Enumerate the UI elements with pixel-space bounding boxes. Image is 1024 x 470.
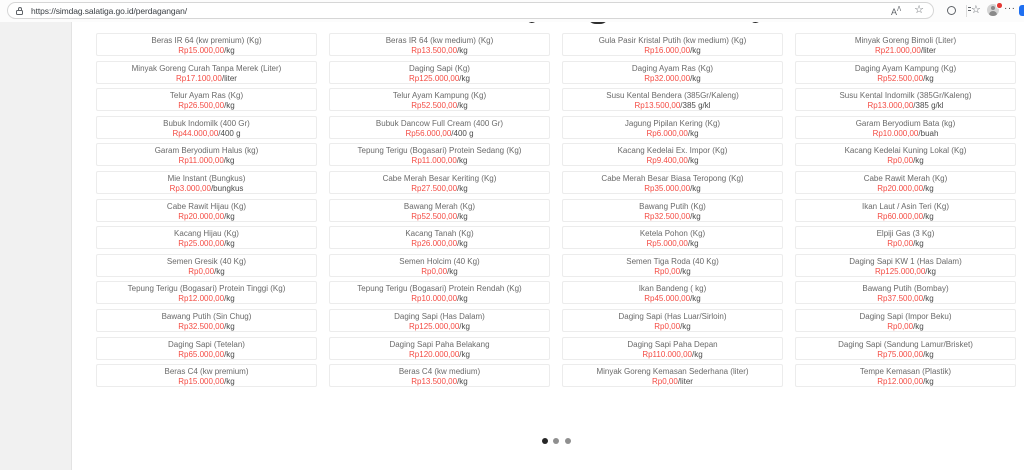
price-value: Rp6.000,00 [646,128,688,138]
commodity-card [96,199,317,222]
price-unit: /kg [690,294,701,304]
commodity-card [329,171,550,194]
price-value: Rp0,00 [887,321,914,331]
commodity-name: Daging Sapi KW 1 (Has Dalam) [849,256,962,266]
commodity-price [563,322,782,331]
price-unit: /kg [690,183,701,193]
commodity-card [562,88,783,111]
commodity-name: Tepung Terigu (Bogasari) Protein Sedang (Kg) [357,146,522,156]
price-unit: /385 g/kl [680,101,711,111]
commodity-price [563,294,782,303]
price-value: Rp35.000,00 [644,183,691,193]
price-unit: /kg [224,294,235,304]
price-value: Rp13.500,00 [411,46,458,55]
commodity-price [330,294,549,303]
commodity-card [562,226,783,249]
commodity-price [563,239,782,248]
toolbar-divider [966,5,967,17]
commodity-price [563,129,782,138]
commodity-price [796,322,1015,331]
price-unit: /kg [457,239,468,249]
commodity-card [329,33,550,56]
commodity-price [330,129,549,138]
price-unit: /385 g/kl [913,101,944,111]
price-unit: /kg [224,46,235,55]
commodity-price [796,46,1015,55]
commodity-name: Kacang Kedelai Kuning Lokal (Kg) [844,146,967,156]
commodity-name: Bawang Putih (Bombay) [862,284,949,294]
commodity-name: Minyak Goreng Kemasan Sederhana (liter) [596,367,749,377]
price-unit: /400 g [451,128,474,138]
price-unit: /kg [214,266,225,276]
commodity-name: Daging Sapi (Tetelan) [168,339,245,349]
price-unit: /kg [224,101,235,111]
price-value: Rp32.000,00 [644,73,691,83]
commodity-card [795,254,1016,277]
commodity-card [562,281,783,304]
commodity-card [795,33,1016,56]
commodity-price [796,156,1015,165]
commodity-card [329,337,550,360]
price-value: Rp16.000,00 [644,46,691,55]
commodity-card [329,254,550,277]
price-value: Rp44.000,00 [172,128,219,138]
commodity-card [795,61,1016,84]
price-unit: /kg [224,321,235,331]
commodity-price [796,74,1015,83]
price-value: Rp60.000,00 [877,211,924,221]
commodity-name: Susu Kental Bendera (385Gr/Kaleng) [606,91,739,101]
price-value: Rp125.000,00 [875,266,926,276]
commodity-price [796,101,1015,110]
commodity-price [563,184,782,193]
commodity-card [795,88,1016,111]
price-value: Rp0,00 [654,266,681,276]
commodity-name: Gula Pasir Kristal Putih (kw medium) (Kg) [598,36,747,45]
notification-dot [996,2,1003,9]
extension-icon[interactable] [947,6,956,15]
price-unit: /kg [692,349,703,359]
price-value: Rp21.000,00 [875,46,921,55]
commodity-name: Minyak Goreng Bimoli (Liter) [854,36,957,45]
commodity-price [330,74,549,83]
commodity-name: Tepung Terigu (Bogasari) Protein Rendah (Kg) [357,284,522,294]
commodity-card [96,337,317,360]
price-unit: /kg [224,211,235,221]
commodity-card [96,309,317,332]
commodity-name: Semen Holcim (40 Kg) [399,256,480,266]
settings-menu-icon[interactable]: ··· [1004,3,1016,14]
commodity-card [562,116,783,139]
price-unit: /kg [457,211,468,221]
price-value: Rp32.500,00 [178,321,225,331]
commodity-card [329,364,550,387]
price-value: Rp52.500,00 [877,73,924,83]
price-value: Rp13.000,00 [867,101,914,111]
price-value: Rp5.000,00 [646,239,688,249]
commodity-name: Kacang Kedelai Ex. Impor (Kg) [617,146,728,156]
price-unit: /kg [680,321,691,331]
commodity-name: Tepung Terigu (Bogasari) Protein Tinggi (Kg) [127,284,286,294]
commodity-price [330,156,549,165]
commodity-name: Jagung Pipilan Kering (Kg) [624,118,721,128]
commodity-price [97,322,316,331]
commodity-name: Garam Beryodium Bata (kg) [855,118,956,128]
commodity-name: Tempe Kemasan (Plastik) [859,367,952,377]
commodity-price [563,267,782,276]
price-unit: /kg [680,266,691,276]
browser-toolbar [0,0,1024,22]
commodity-card [96,254,317,277]
price-unit: /kg [456,156,468,166]
commodity-card [562,143,783,166]
price-value: Rp26.500,00 [178,101,225,111]
commodity-price [563,46,782,55]
commodity-name: Ikan Bandeng ( kg) [638,284,707,294]
price-value: Rp13.500,00 [411,377,458,387]
commodity-card [795,143,1016,166]
left-gutter-panel [0,22,72,470]
price-unit: /kg [913,239,924,249]
commodity-card [96,171,317,194]
price-value: Rp9.400,00 [646,156,688,166]
commodity-name: Elpiji Gas (3 Kg) [876,229,935,239]
commodity-name: Minyak Goreng Curah Tanpa Merek (Liter) [131,63,282,73]
commodity-price [330,377,549,386]
commodity-price [796,350,1015,359]
price-value: Rp52.500,00 [411,101,458,111]
price-value: Rp120.000,00 [409,349,460,359]
price-value: Rp125.000,00 [409,321,460,331]
price-value: Rp10.000,00 [411,294,458,304]
price-value: Rp15.000,00 [178,46,225,55]
price-value: Rp0,00 [421,266,448,276]
commodity-card [562,309,783,332]
commodity-card [562,254,783,277]
commodity-card [329,281,550,304]
commodity-card [795,337,1016,360]
commodity-card [329,116,550,139]
price-unit: /liter [677,377,693,387]
commodity-price [97,184,316,193]
price-unit: /kg [923,73,934,83]
price-value: Rp0,00 [654,321,681,331]
commodity-price [563,350,782,359]
price-value: Rp15.000,00 [178,377,225,387]
commodity-price [97,129,316,138]
commodity-card [562,33,783,56]
commodity-name: Garam Beryodium Halus (kg) [154,146,259,156]
commodity-name: Bubuk Indomilk (400 Gr) [163,118,250,128]
price-unit: /kg [913,156,924,166]
commodity-name: Susu Kental Indomilk (385Gr/Kaleng) [839,91,972,101]
price-value: Rp27.500,00 [411,183,458,193]
commodity-price [796,377,1015,386]
commodity-card [795,171,1016,194]
commodity-name: Daging Ayam Kampung (Kg) [854,63,957,73]
commodity-card [562,171,783,194]
commodity-price [330,239,549,248]
commodity-price [563,74,782,83]
commodity-price [796,184,1015,193]
commodity-price [330,267,549,276]
price-unit: /kg [457,377,468,387]
commodity-card [795,309,1016,332]
commodity-card [795,116,1016,139]
commodity-card [96,88,317,111]
commodity-name: Telur Ayam Ras (Kg) [169,91,244,101]
price-value: Rp3.000,00 [169,183,211,193]
price-value: Rp0,00 [887,156,914,166]
price-value: Rp12.000,00 [178,294,225,304]
commodity-price [97,74,316,83]
commodity-card [329,88,550,111]
commodity-name: Beras IR 64 (kw premium) (Kg) [151,36,262,45]
commodity-card [329,309,550,332]
price-unit: /kg [457,294,468,304]
commodity-price [97,101,316,110]
price-value: Rp52.500,00 [411,211,458,221]
price-value: Rp37.500,00 [877,294,924,304]
price-unit: /kg [687,156,699,166]
commodity-name: Beras C4 (kw premium) [164,367,249,377]
price-value: Rp56.000,00 [405,128,452,138]
commodity-name: Daging Sapi (Impor Beku) [859,311,952,321]
commodity-card [329,61,550,84]
commodity-price [796,294,1015,303]
commodity-card [96,116,317,139]
price-value: Rp17.100,00 [176,73,222,83]
price-value: Rp125.000,00 [409,73,460,83]
commodity-price [330,101,549,110]
price-unit: /kg [923,183,934,193]
commodity-card [96,61,317,84]
commodity-price [563,101,782,110]
price-value: Rp26.000,00 [411,239,458,249]
commodity-price [97,294,316,303]
commodity-name: Semen Gresik (40 Kg) [166,256,247,266]
price-unit: /kg [457,183,468,193]
commodity-card [329,143,550,166]
commodity-name: Semen Tiga Roda (40 Kg) [626,256,719,266]
commodity-price [97,377,316,386]
commodity-name: Bawang Putih (Kg) [639,201,706,211]
price-unit: /bungkus [210,183,244,193]
commodity-price [330,46,549,55]
commodity-price [97,267,316,276]
price-unit: /kg [687,239,699,249]
commodity-price [563,156,782,165]
price-unit: /liter [920,46,936,55]
commodity-price [330,350,549,359]
commodity-price [796,129,1015,138]
site-info-lock-icon[interactable] [15,6,24,16]
price-value: Rp25.000,00 [178,239,225,249]
commodity-price [796,212,1015,221]
price-unit: /kg [223,156,235,166]
price-unit: /kg [447,266,458,276]
commodity-price [97,156,316,165]
price-unit: /kg [923,294,934,304]
commodity-name: Cabe Merah Besar Biasa Teropong (Kg) [601,173,744,183]
price-unit: /kg [690,46,701,55]
price-value: Rp12.000,00 [877,377,924,387]
price-unit: /buah [918,128,939,138]
price-unit: /kg [457,101,468,111]
commodity-name: Mie Instant (Bungkus) [167,173,246,183]
commodity-name: Bubuk Dancow Full Cream (400 Gr) [375,118,504,128]
commodity-name: Daging Ayam Ras (Kg) [631,63,714,73]
commodity-card [795,364,1016,387]
commodity-card [562,364,783,387]
commodity-name: Ikan Laut / Asin Teri (Kg) [861,201,949,211]
price-unit: /kg [459,321,470,331]
commodity-name: Ketela Pohon (Kg) [639,229,706,239]
commodity-name: Cabe Rawit Hijau (Kg) [166,201,247,211]
commodity-card [562,61,783,84]
commodity-card [795,226,1016,249]
price-value: Rp110.000,00 [642,349,692,359]
commodity-name: Kacang Hijau (Kg) [174,229,239,239]
price-value: Rp32.500,00 [644,211,691,221]
commodity-price [796,239,1015,248]
commodity-price [563,212,782,221]
price-value: Rp0,00 [652,377,678,387]
commodity-card [329,199,550,222]
commodity-price [330,322,549,331]
commodity-name: Daging Sapi (Kg) [409,63,470,73]
commodity-card [96,281,317,304]
price-value: Rp45.000,00 [644,294,691,304]
commodity-card [96,364,317,387]
price-unit: /kg [923,349,934,359]
commodity-name: Daging Sapi (Has Dalam) [394,311,485,321]
commodity-name: Daging Sapi Paha Belakang [389,339,490,349]
commodity-name: Cabe Merah Besar Keriting (Kg) [382,173,497,183]
price-unit: /kg [459,349,470,359]
commodity-card [96,143,317,166]
price-value: Rp0,00 [887,239,914,249]
price-unit: /kg [925,266,936,276]
price-unit: /kg [913,321,924,331]
price-grid [96,33,1016,387]
commodity-price [330,184,549,193]
commodity-card [795,199,1016,222]
commodity-name: Beras IR 64 (kw medium) (Kg) [385,36,494,45]
pagination-dot[interactable] [553,438,559,444]
price-unit: /kg [690,73,701,83]
price-unit: /kg [224,349,235,359]
commodity-price [97,239,316,248]
price-value: Rp11.000,00 [411,156,457,166]
pagination-dot[interactable] [565,438,571,444]
commodity-name: Bawang Putih (Sin Chug) [161,311,252,321]
commodity-name: Cabe Rawit Merah (Kg) [863,173,948,183]
commodity-card [96,226,317,249]
commodity-name: Daging Sapi (Sandung Lamur/Brisket) [838,339,973,349]
commodity-name: Kacang Tanah (Kg) [405,229,474,239]
commodity-card [795,281,1016,304]
commodity-card [562,199,783,222]
favorite-star-icon[interactable]: ☆ [914,4,924,16]
commodity-price [97,46,316,55]
price-unit: /kg [459,73,470,83]
price-unit: /kg [224,239,235,249]
url-text[interactable]: https://simdag.salatiga.go.id/perdagangan/ [31,5,187,16]
commodity-name: Daging Sapi (Has Luar/Sirloin) [618,311,727,321]
read-aloud-icon[interactable]: $A^ᐱ$ [891,6,902,17]
price-unit: /400 g [218,128,241,138]
price-unit: /kg [224,377,235,387]
price-unit: /kg [923,377,934,387]
commodity-price [796,267,1015,276]
price-value: Rp10.000,00 [872,128,919,138]
price-value: Rp65.000,00 [178,349,225,359]
commodity-card [96,33,317,56]
price-value: Rp11.000,00 [178,156,224,166]
price-unit: /liter [221,73,237,83]
price-value: Rp20.000,00 [877,183,924,193]
commodity-name: Daging Sapi Paha Depan [627,339,718,349]
commodity-name: Beras C4 (kw medium) [398,367,481,377]
commodity-card [562,337,783,360]
price-value: Rp75.000,00 [877,349,924,359]
price-unit: /kg [690,211,701,221]
collections-icon[interactable]: ☆ [971,3,981,17]
pagination-dot[interactable] [542,438,548,444]
price-value: Rp0,00 [188,266,215,276]
address-bar[interactable] [7,2,934,19]
commodity-price [330,212,549,221]
commodity-price [563,377,782,386]
price-value: Rp13.500,00 [634,101,681,111]
commodity-name: Telur Ayam Kampung (Kg) [392,91,487,101]
carousel-pagination [96,438,1016,444]
commodity-price [97,350,316,359]
commodity-price [97,212,316,221]
price-unit: /kg [457,46,468,55]
commodity-card [329,226,550,249]
sidebar-app-icon[interactable] [1019,5,1024,16]
commodity-name: Bawang Merah (Kg) [403,201,476,211]
price-unit: /kg [687,128,699,138]
price-value: Rp20.000,00 [178,211,225,221]
price-unit: /kg [923,211,934,221]
